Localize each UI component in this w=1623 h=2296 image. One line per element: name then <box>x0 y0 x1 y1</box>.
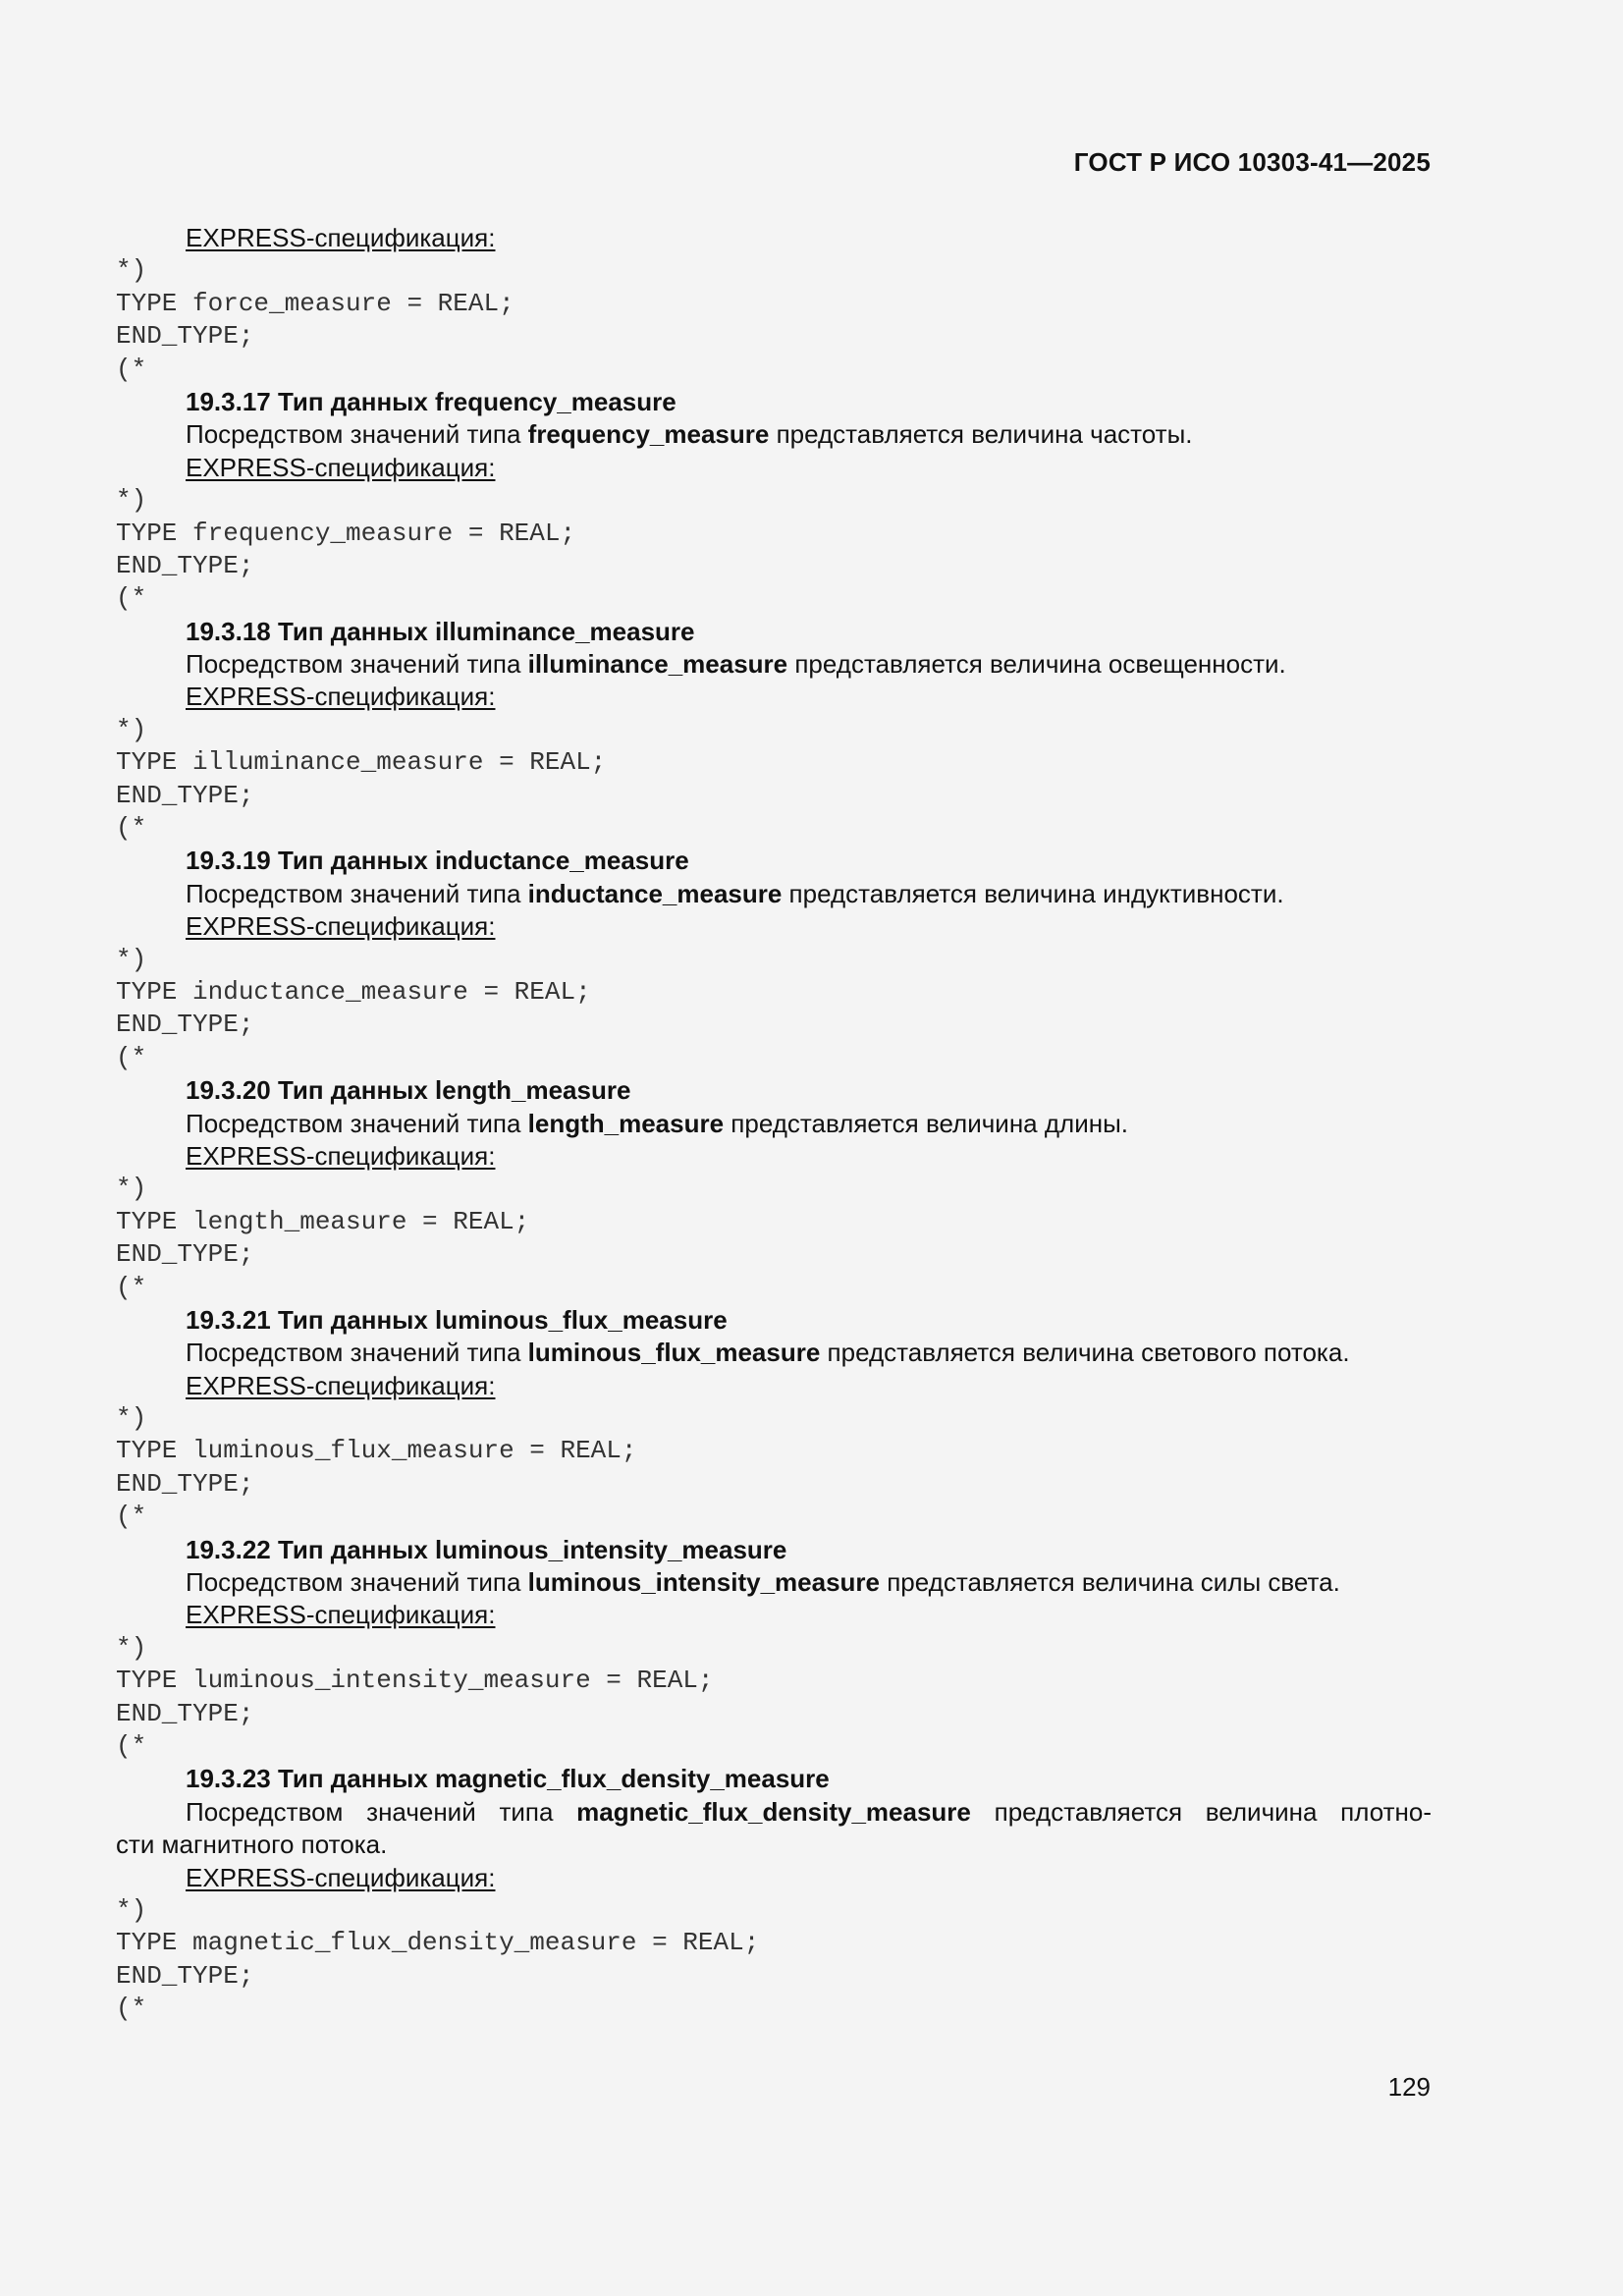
section-heading: 19.3.22 Тип данных luminous_intensity_measure <box>186 1534 787 1564</box>
code-type-definition: TYPE luminous_intensity_measure = REAL; <box>116 1666 714 1696</box>
description-suffix: представляется величина частоты. <box>769 419 1193 450</box>
code-type-definition: TYPE inductance_measure = REAL; <box>116 976 591 1007</box>
section-description <box>116 1337 1432 1369</box>
description-prefix: Посредством значений типа <box>186 419 528 450</box>
description-prefix: Посредством значений типа <box>186 649 528 680</box>
code-comment-open: (* <box>116 354 147 384</box>
section-heading: 19.3.23 Тип данных magnetic_flux_density_measure <box>186 1764 830 1794</box>
description-prefix: Посредством значений типа <box>186 1567 528 1598</box>
description-type-name: luminous_intensity_measure <box>527 1567 880 1598</box>
code-comment-close: *) <box>116 714 147 744</box>
express-spec-text: EXPRESS-спецификация: <box>186 452 496 482</box>
section-heading: 19.3.21 Тип данных luminous_flux_measure <box>186 1304 728 1335</box>
code-end-type: END_TYPE; <box>116 1468 254 1499</box>
express-spec-label <box>116 1599 1432 1631</box>
description-suffix: представляется величина силы света. <box>880 1567 1340 1598</box>
code-end-type: END_TYPE; <box>116 1010 254 1040</box>
section-description <box>116 648 1432 681</box>
description-prefix: Посредством значений типа <box>186 1338 528 1368</box>
express-spec-label <box>116 681 1432 713</box>
section-description-line-2: сти магнитного потока. <box>116 1830 388 1860</box>
code-type-definition: TYPE illuminance_measure = REAL; <box>116 747 607 778</box>
express-spec-label <box>116 452 1432 484</box>
description-type-name: frequency_measure <box>527 419 770 450</box>
description-prefix: Посредством значений типа <box>186 1108 528 1138</box>
code-comment-close: *) <box>116 1894 147 1925</box>
code-type-definition: TYPE magnetic_flux_density_measure = REAL; <box>116 1928 760 1958</box>
code-end-type: END_TYPE; <box>116 321 254 352</box>
express-spec-text: EXPRESS-спецификация: <box>186 1600 496 1630</box>
code-type-definition: TYPE length_measure = REAL; <box>116 1206 530 1236</box>
section-heading: 19.3.17 Тип данных frequency_measure <box>186 386 676 416</box>
description-type-name: length_measure <box>527 1108 725 1138</box>
code-comment-close: *) <box>116 944 147 974</box>
description-suffix: представляется величина плотно- <box>970 1796 1433 1827</box>
code-comment-close: *) <box>116 1174 147 1204</box>
description-type-name: illuminance_measure <box>527 649 788 680</box>
code-comment-open: (* <box>116 1994 147 2024</box>
code-end-type: END_TYPE; <box>116 550 254 580</box>
code-type-definition: TYPE frequency_measure = REAL; <box>116 518 576 548</box>
section-description <box>116 1108 1432 1140</box>
express-spec-label <box>116 910 1432 943</box>
description-suffix: представляется величина светового потока. <box>820 1338 1350 1368</box>
express-spec-label <box>116 222 1432 254</box>
section-description <box>116 1566 1432 1599</box>
description-suffix: представляется величина длины. <box>724 1108 1128 1138</box>
description-prefix: Посредством значений типа <box>186 878 528 908</box>
express-spec-text: EXPRESS-спецификация: <box>186 682 496 712</box>
express-spec-text: EXPRESS-спецификация: <box>186 1862 496 1892</box>
code-comment-open: (* <box>116 583 147 614</box>
code-end-type: END_TYPE; <box>116 780 254 810</box>
code-end-type: END_TYPE; <box>116 1698 254 1728</box>
express-spec-text: EXPRESS-спецификация: <box>186 911 496 942</box>
express-spec-text: EXPRESS-спецификация: <box>186 1140 496 1171</box>
code-comment-close: *) <box>116 1403 147 1434</box>
express-spec-label <box>116 1862 1432 1894</box>
express-spec-label <box>116 1370 1432 1402</box>
description-type-name: luminous_flux_measure <box>527 1338 821 1368</box>
description-type-name: inductance_measure <box>527 878 783 908</box>
code-comment-open: (* <box>116 1272 147 1302</box>
page-number: 129 <box>1387 2072 1431 2102</box>
section-description <box>116 878 1432 910</box>
description-type-name: magnetic_flux_density_measure <box>576 1796 971 1827</box>
code-end-type: END_TYPE; <box>116 1239 254 1270</box>
description-suffix: представляется величина индуктивности. <box>782 878 1284 908</box>
code-comment-open: (* <box>116 1730 147 1761</box>
section-heading: 19.3.18 Тип данных illuminance_measure <box>186 616 695 646</box>
section-description-line-1 <box>116 1796 1432 1829</box>
section-description <box>116 418 1432 451</box>
code-comment-open: (* <box>116 1042 147 1072</box>
section-heading: 19.3.20 Тип данных length_measure <box>186 1075 631 1106</box>
code-comment-close: *) <box>116 485 147 516</box>
code-comment-close: *) <box>116 255 147 286</box>
description-prefix: Посредством значений типа <box>186 1796 577 1827</box>
page-content <box>116 222 1432 2025</box>
code-comment-open: (* <box>116 813 147 844</box>
document-header: ГОСТ Р ИСО 10303-41—2025 <box>1073 147 1431 177</box>
code-end-type: END_TYPE; <box>116 1960 254 1991</box>
description-suffix: представляется величина освещенности. <box>787 649 1286 680</box>
express-spec-label <box>116 1140 1432 1173</box>
express-spec-text: EXPRESS-спецификация: <box>186 1370 496 1400</box>
code-comment-open: (* <box>116 1502 147 1532</box>
code-type-definition: TYPE force_measure = REAL; <box>116 288 514 318</box>
express-spec-text: EXPRESS-спецификация: <box>186 223 496 252</box>
section-heading: 19.3.19 Тип данных inductance_measure <box>186 846 689 876</box>
code-type-definition: TYPE luminous_flux_measure = REAL; <box>116 1436 637 1466</box>
code-comment-close: *) <box>116 1632 147 1663</box>
